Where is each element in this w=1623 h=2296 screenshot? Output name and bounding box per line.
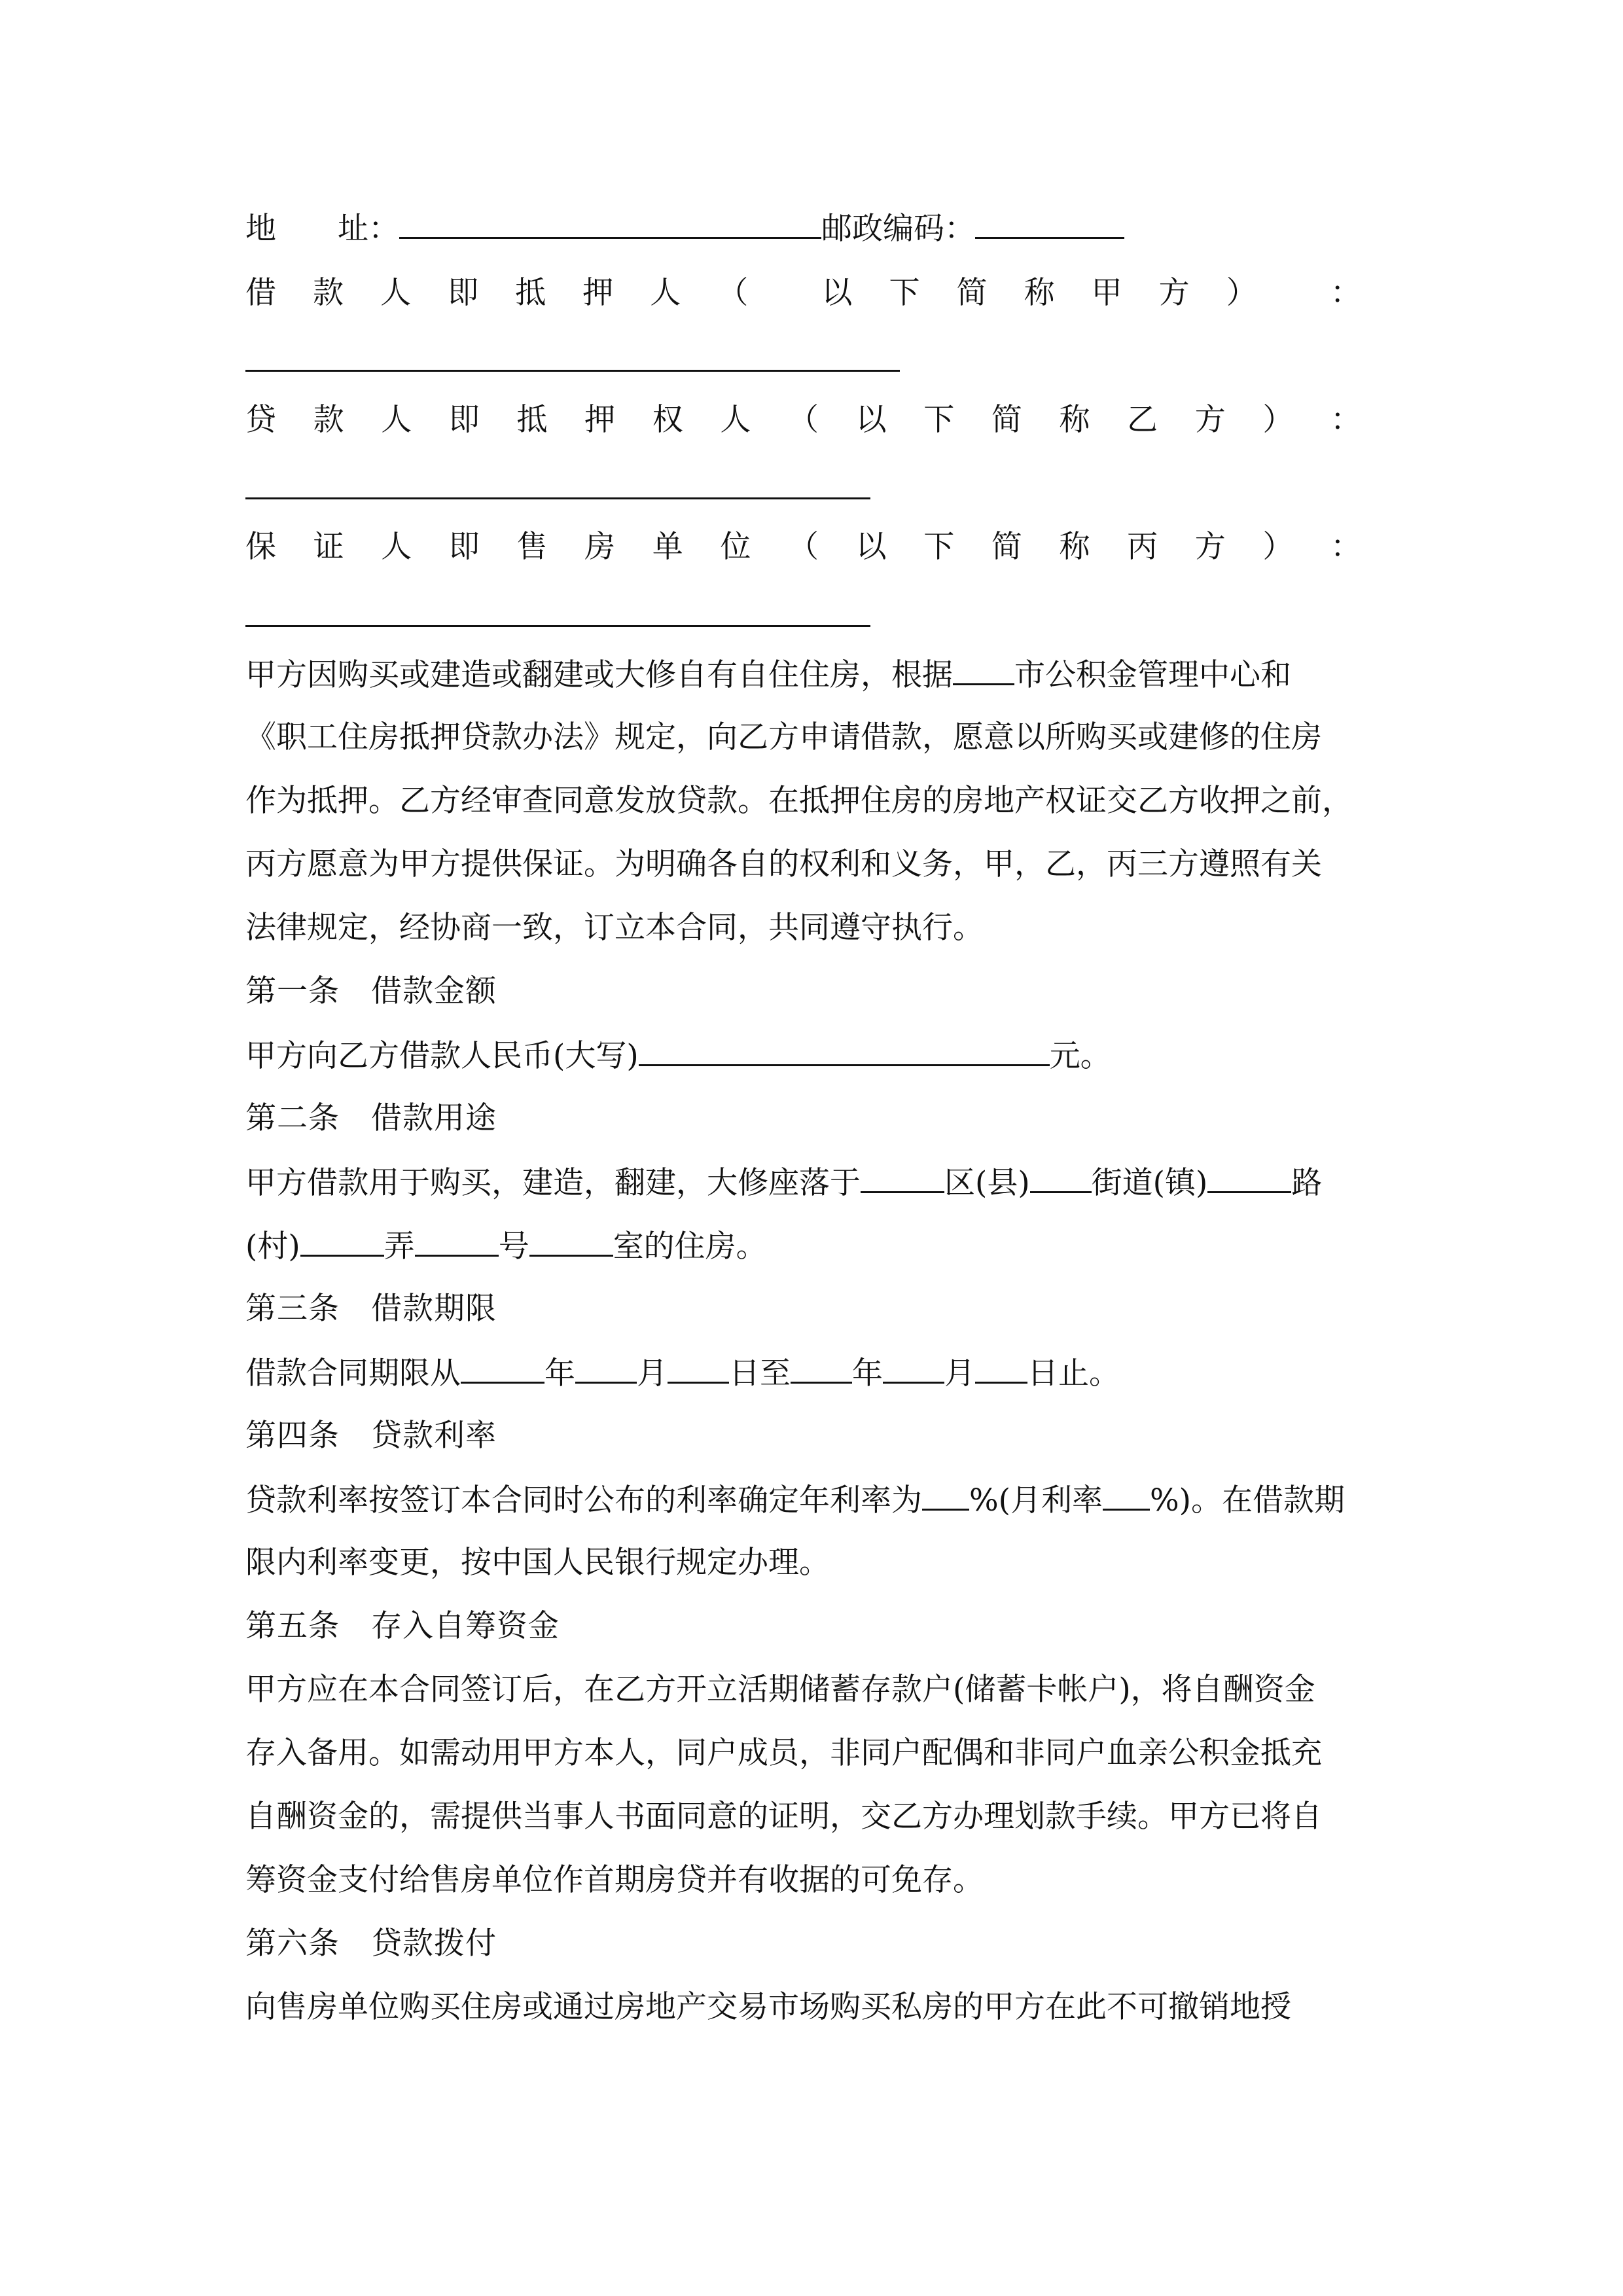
borrower-char: ）	[1226, 275, 1257, 311]
guarantor-char: 位	[720, 529, 751, 565]
borrower-char: 借	[245, 275, 276, 311]
article-3-text-d: 日至	[729, 1355, 791, 1391]
article-5-line-1: 甲方应在本合同签订后，在乙方开立活期储蓄存款户(储蓄卡帐户)，将自酬资金	[245, 1672, 1315, 1708]
preamble-line-3: 作为抵押。乙方经审查同意发放贷款。在抵押住房的房地产权证交乙方收押之前，	[245, 783, 1353, 819]
article-6-heading: 第六条 贷款拨付	[245, 1926, 497, 1962]
guarantor-char: 即	[448, 529, 480, 565]
lender-char: 简	[991, 402, 1022, 438]
article-4-line-1	[245, 1480, 1345, 1520]
guarantor-char: 人	[381, 529, 412, 565]
article-2-text-h: 室的住房。	[613, 1229, 767, 1265]
street-blank[interactable]	[1030, 1162, 1092, 1193]
lender-char: 款	[313, 402, 344, 438]
guarantor-char: 方	[1194, 529, 1226, 565]
borrower-char: 下	[889, 275, 920, 311]
article-3-text-f: 月	[944, 1355, 975, 1391]
lender-char: 权	[652, 402, 683, 438]
loan-amount-blank[interactable]	[639, 1035, 1050, 1066]
lender-char: 抵	[516, 402, 548, 438]
article-5-heading: 第五条 存入自筹资金	[245, 1608, 560, 1644]
borrower-char: 押	[582, 275, 614, 311]
lender-char: 称	[1059, 402, 1090, 438]
address-line	[245, 208, 1124, 249]
guarantor-char: 以	[855, 529, 887, 565]
address-label: 地 址：	[245, 211, 399, 247]
article-6-line-1: 向售房单位购买住房或通过房地产交易市场购买私房的甲方在此不可撤销地授	[245, 1989, 1291, 2025]
number-blank[interactable]	[529, 1226, 613, 1257]
annual-rate-blank[interactable]	[922, 1480, 969, 1511]
borrower-char: 人	[650, 275, 681, 311]
borrower-char: （	[717, 275, 749, 311]
article-4-line-2: 限内利率变更，按中国人民银行规定办理。	[245, 1545, 830, 1581]
article-3-text	[245, 1353, 1120, 1393]
borrower-char: 以	[821, 275, 853, 311]
borrower-line	[245, 274, 1361, 313]
lender-char: 即	[448, 402, 480, 438]
guarantor-char: 丙	[1127, 529, 1158, 565]
lender-char: 押	[584, 402, 616, 438]
article-1-heading: 第一条 借款金额	[245, 973, 497, 1009]
guarantor-char: 房	[584, 529, 616, 565]
road-blank[interactable]	[1207, 1162, 1291, 1193]
guarantor-char: 证	[313, 529, 344, 565]
lender-line	[245, 401, 1361, 440]
guarantor-line	[245, 528, 1361, 567]
guarantor-char: （	[788, 529, 819, 565]
preamble-line-4: 丙方愿意为甲方提供保证。为明确各自的权利和义务，甲，乙，丙三方遵照有关	[245, 846, 1322, 882]
preamble-line-5: 法律规定，经协商一致，订立本合同，共同遵守执行。	[245, 910, 984, 946]
address-blank[interactable]	[399, 208, 821, 239]
borrower-char: 人	[380, 275, 412, 311]
start-year-blank[interactable]	[461, 1353, 544, 1384]
district-blank[interactable]	[861, 1162, 944, 1193]
end-month-blank[interactable]	[883, 1353, 944, 1384]
article-1-text-a: 甲方向乙方借款人民币(大写)	[245, 1038, 639, 1074]
borrower-char: 甲	[1091, 275, 1122, 311]
article-3-text-e: 年	[852, 1355, 883, 1391]
borrower-blank[interactable]	[245, 370, 900, 372]
borrower-char: 款	[313, 275, 344, 311]
start-day-blank[interactable]	[668, 1353, 729, 1384]
article-4-text-c: %)。在借款期	[1150, 1482, 1345, 1518]
guarantor-char: ）	[1262, 529, 1294, 565]
lender-char: 贷	[245, 402, 276, 438]
preamble-line-1	[245, 655, 1291, 695]
article-5-line-2: 存入备用。如需动用甲方本人，同户成员，非同户配偶和非同户血亲公积金抵充	[245, 1735, 1322, 1771]
borrower-char: 即	[448, 275, 479, 311]
village-blank[interactable]	[300, 1226, 384, 1257]
guarantor-char: 售	[516, 529, 548, 565]
borrower-char: 方	[1158, 275, 1190, 311]
article-2-heading: 第二条 借款用途	[245, 1100, 497, 1136]
lender-char: 以	[855, 402, 887, 438]
guarantor-char: 简	[991, 529, 1022, 565]
guarantor-char: 称	[1059, 529, 1090, 565]
article-3-text-a: 借款合同期限从	[245, 1355, 461, 1391]
article-2-text-e: (村)	[245, 1229, 300, 1265]
article-3-text-g: 日止。	[1027, 1355, 1120, 1391]
article-4-text-b: %(月利率	[969, 1482, 1103, 1518]
borrower-char: 抵	[515, 275, 546, 311]
article-3-text-c: 月	[637, 1355, 668, 1391]
article-1-text	[245, 1035, 1111, 1076]
monthly-rate-blank[interactable]	[1103, 1480, 1150, 1511]
guarantor-char: 下	[923, 529, 955, 565]
article-2-text-c: 街道(镇)	[1091, 1165, 1208, 1201]
lender-char: 乙	[1127, 402, 1158, 438]
article-2-text-d: 路	[1291, 1165, 1323, 1201]
lender-char: 人	[381, 402, 412, 438]
article-2-line-1	[245, 1162, 1322, 1203]
end-day-blank[interactable]	[975, 1353, 1027, 1384]
lender-char: 方	[1194, 402, 1226, 438]
article-2-line-2	[245, 1226, 767, 1266]
borrower-char: ：	[1330, 275, 1361, 311]
article-3-heading: 第三条 借款期限	[245, 1291, 497, 1327]
article-2-text-f: 弄	[383, 1229, 415, 1265]
preamble-line-2: 《职工住房抵押贷款办法》规定，向乙方申请借款，愿意以所购买或建修的住房	[245, 719, 1322, 755]
borrower-char: 称	[1024, 275, 1055, 311]
article-5-line-4: 筹资金支付给售房单位作首期房贷并有收据的可免存。	[245, 1862, 984, 1898]
start-month-blank[interactable]	[575, 1353, 637, 1384]
article-4-text-a: 贷款利率按签订本合同时公布的利率确定年利率为	[245, 1482, 922, 1518]
article-1-text-b: 元。	[1049, 1038, 1111, 1074]
postal-code-blank[interactable]	[975, 208, 1124, 239]
article-2-text-g: 号	[498, 1229, 529, 1265]
guarantor-char: ：	[1330, 529, 1361, 565]
guarantor-char: 单	[652, 529, 683, 565]
lender-char: 人	[720, 402, 751, 438]
article-2-text-b: 区(县)	[944, 1165, 1030, 1201]
article-4-heading: 第四条 贷款利率	[245, 1418, 497, 1454]
postal-code-label: 邮政编码：	[821, 211, 975, 247]
borrower-char: 简	[956, 275, 988, 311]
article-3-text-b: 年	[544, 1355, 575, 1391]
preamble-text-1b: 市公积金管理中心和	[1014, 657, 1291, 693]
guarantor-blank[interactable]	[245, 625, 870, 627]
lane-blank[interactable]	[415, 1226, 499, 1257]
preamble-text-1a: 甲方因购买或建造或翻建或大修自有自住住房，根据	[245, 657, 953, 693]
lender-char: 下	[923, 402, 955, 438]
article-5-line-3: 自酬资金的，需提供当事人书面同意的证明，交乙方办理划款手续。甲方已将自	[245, 1799, 1322, 1835]
lender-blank[interactable]	[245, 497, 870, 499]
guarantor-char: 保	[245, 529, 276, 565]
city-blank[interactable]	[953, 655, 1014, 685]
lender-char: ）	[1262, 402, 1294, 438]
lender-char: ：	[1330, 402, 1361, 438]
lender-char: （	[788, 402, 819, 438]
article-2-text-a: 甲方借款用于购买，建造，翻建，大修座落于	[245, 1165, 861, 1201]
end-year-blank[interactable]	[791, 1353, 852, 1384]
